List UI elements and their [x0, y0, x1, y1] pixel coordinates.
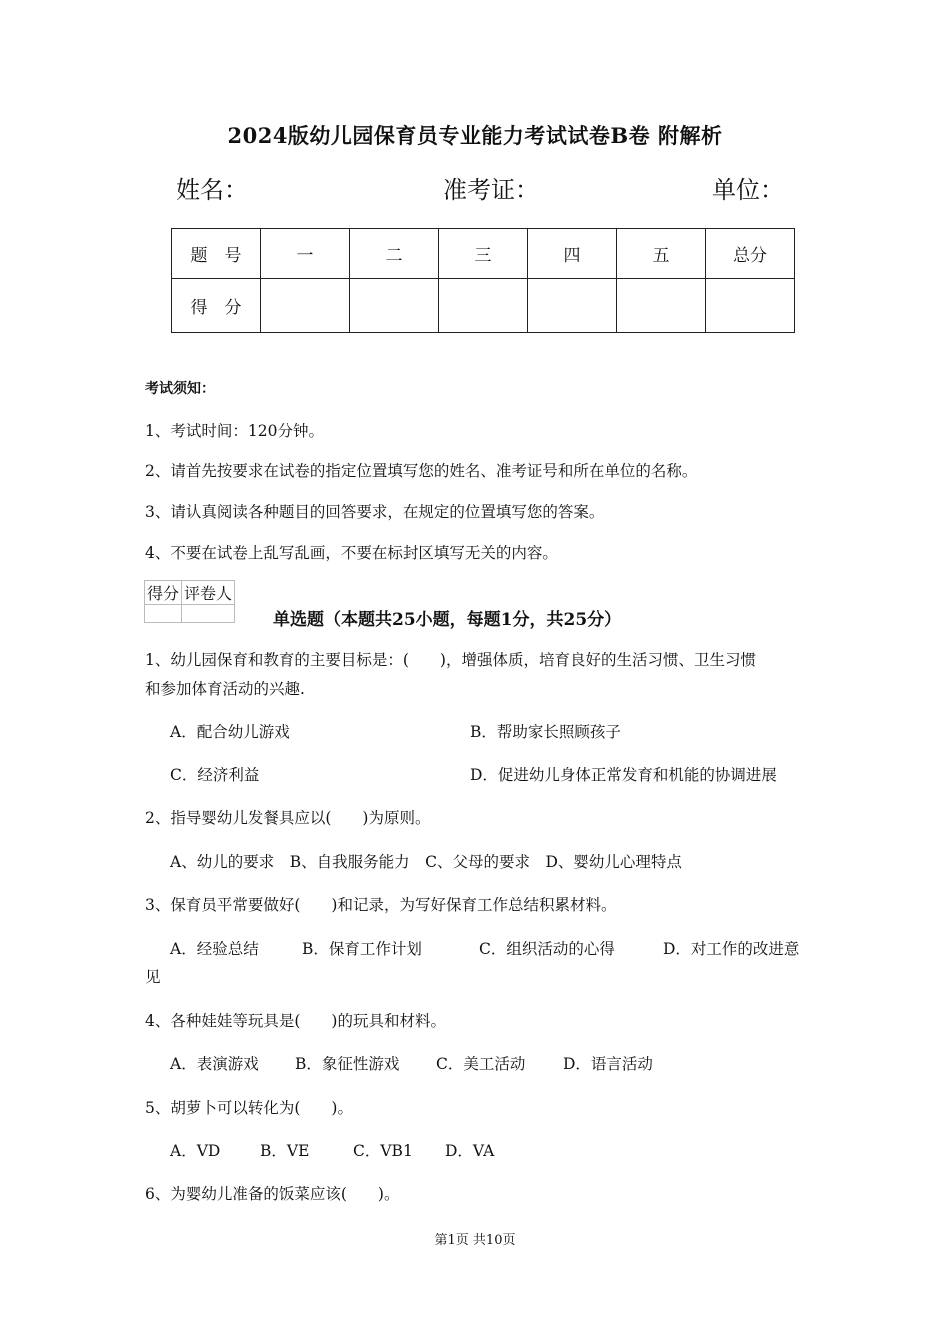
page-title: 2024版幼儿园保育员专业能力考试试卷B卷 附解析	[227, 123, 723, 148]
score-row-label: 得 分	[172, 279, 261, 333]
question-1-stem-cont: 和参加体育活动的兴趣.	[145, 680, 305, 698]
question-3-stem: 3、保育员平常要做好( )和记录，为写好保育工作总结积累材料。	[145, 896, 617, 914]
score-header-cell: 四	[528, 229, 617, 279]
question-5-stem: 5、胡萝卜可以转化为( )。	[145, 1099, 353, 1117]
grader-name-cell[interactable]	[182, 605, 235, 623]
question-3-option-d[interactable]: D．对工作的改进意	[663, 940, 800, 958]
score-cell[interactable]	[528, 279, 617, 333]
question-1-option-d[interactable]: D．促进幼儿身体正常发育和机能的协调进展	[470, 766, 777, 784]
exam-id-label: 准考证：	[443, 176, 539, 204]
question-1-option-c[interactable]: C．经济利益	[170, 766, 260, 784]
notice-item: 2、请首先按要求在试卷的指定位置填写您的姓名、准考证号和所在单位的名称。	[145, 462, 698, 480]
score-table-header-row	[172, 229, 795, 279]
question-2-stem: 2、指导婴幼儿发餐具应以( )为原则。	[145, 809, 431, 827]
score-cell[interactable]	[350, 279, 439, 333]
grader-name-label: 评卷人	[182, 581, 235, 605]
notice-item: 1、考试时间：120分钟。	[145, 422, 324, 440]
question-5-option-c[interactable]: C．VB1	[353, 1142, 413, 1160]
page-footer: 第1页 共10页	[434, 1233, 516, 1248]
section-title: 单选题（本题共25小题，每题1分，共25分）	[273, 610, 622, 630]
score-header-cell: 总分	[706, 229, 795, 279]
question-3-option-c[interactable]: C．组织活动的心得	[479, 940, 615, 958]
question-3-option-b[interactable]: B．保育工作计划	[302, 940, 422, 958]
score-cell[interactable]	[439, 279, 528, 333]
grader-score-cell[interactable]	[145, 605, 182, 623]
question-3-option-d-wrap: 见	[145, 968, 161, 986]
question-6-stem: 6、为婴幼儿准备的饭菜应该( )。	[145, 1185, 400, 1203]
score-cell[interactable]	[706, 279, 795, 333]
question-2-options[interactable]: A、幼儿的要求 B、自我服务能力 C、父母的要求 D、婴幼儿心理特点	[170, 853, 682, 871]
score-cell[interactable]	[261, 279, 350, 333]
question-5-option-a[interactable]: A．VD	[170, 1142, 221, 1160]
grader-score-label: 得分	[145, 581, 182, 605]
question-5-option-b[interactable]: B．VE	[260, 1142, 310, 1160]
score-table	[171, 228, 795, 333]
score-header-cell: 题 号	[172, 229, 261, 279]
question-5-option-d[interactable]: D．VA	[445, 1142, 495, 1160]
grader-table	[144, 580, 235, 623]
score-cell[interactable]	[617, 279, 706, 333]
notice-heading: 考试须知：	[145, 381, 215, 397]
question-3-option-a[interactable]: A．经验总结	[170, 940, 259, 958]
question-4-option-a[interactable]: A．表演游戏	[170, 1055, 259, 1073]
question-4-option-c[interactable]: C．美工活动	[436, 1055, 526, 1073]
score-header-cell: 五	[617, 229, 706, 279]
question-1-option-a[interactable]: A．配合幼儿游戏	[170, 723, 290, 741]
question-4-option-b[interactable]: B．象征性游戏	[295, 1055, 400, 1073]
score-header-cell: 二	[350, 229, 439, 279]
question-4-option-d[interactable]: D．语言活动	[563, 1055, 653, 1073]
question-4-stem: 4、各种娃娃等玩具是( )的玩具和材料。	[145, 1012, 446, 1030]
unit-label: 单位：	[712, 176, 784, 204]
name-label: 姓名：	[176, 176, 248, 204]
score-header-cell: 三	[439, 229, 528, 279]
question-1-stem: 1、幼儿园保育和教育的主要目标是：( )，增强体质，培育良好的生活习惯、卫生习惯	[145, 651, 756, 669]
notice-item: 4、不要在试卷上乱写乱画，不要在标封区填写无关的内容。	[145, 544, 558, 562]
score-table-score-row	[172, 279, 795, 333]
score-header-cell: 一	[261, 229, 350, 279]
notice-item: 3、请认真阅读各种题目的回答要求，在规定的位置填写您的答案。	[145, 503, 605, 521]
question-1-option-b[interactable]: B．帮助家长照顾孩子	[470, 723, 621, 741]
